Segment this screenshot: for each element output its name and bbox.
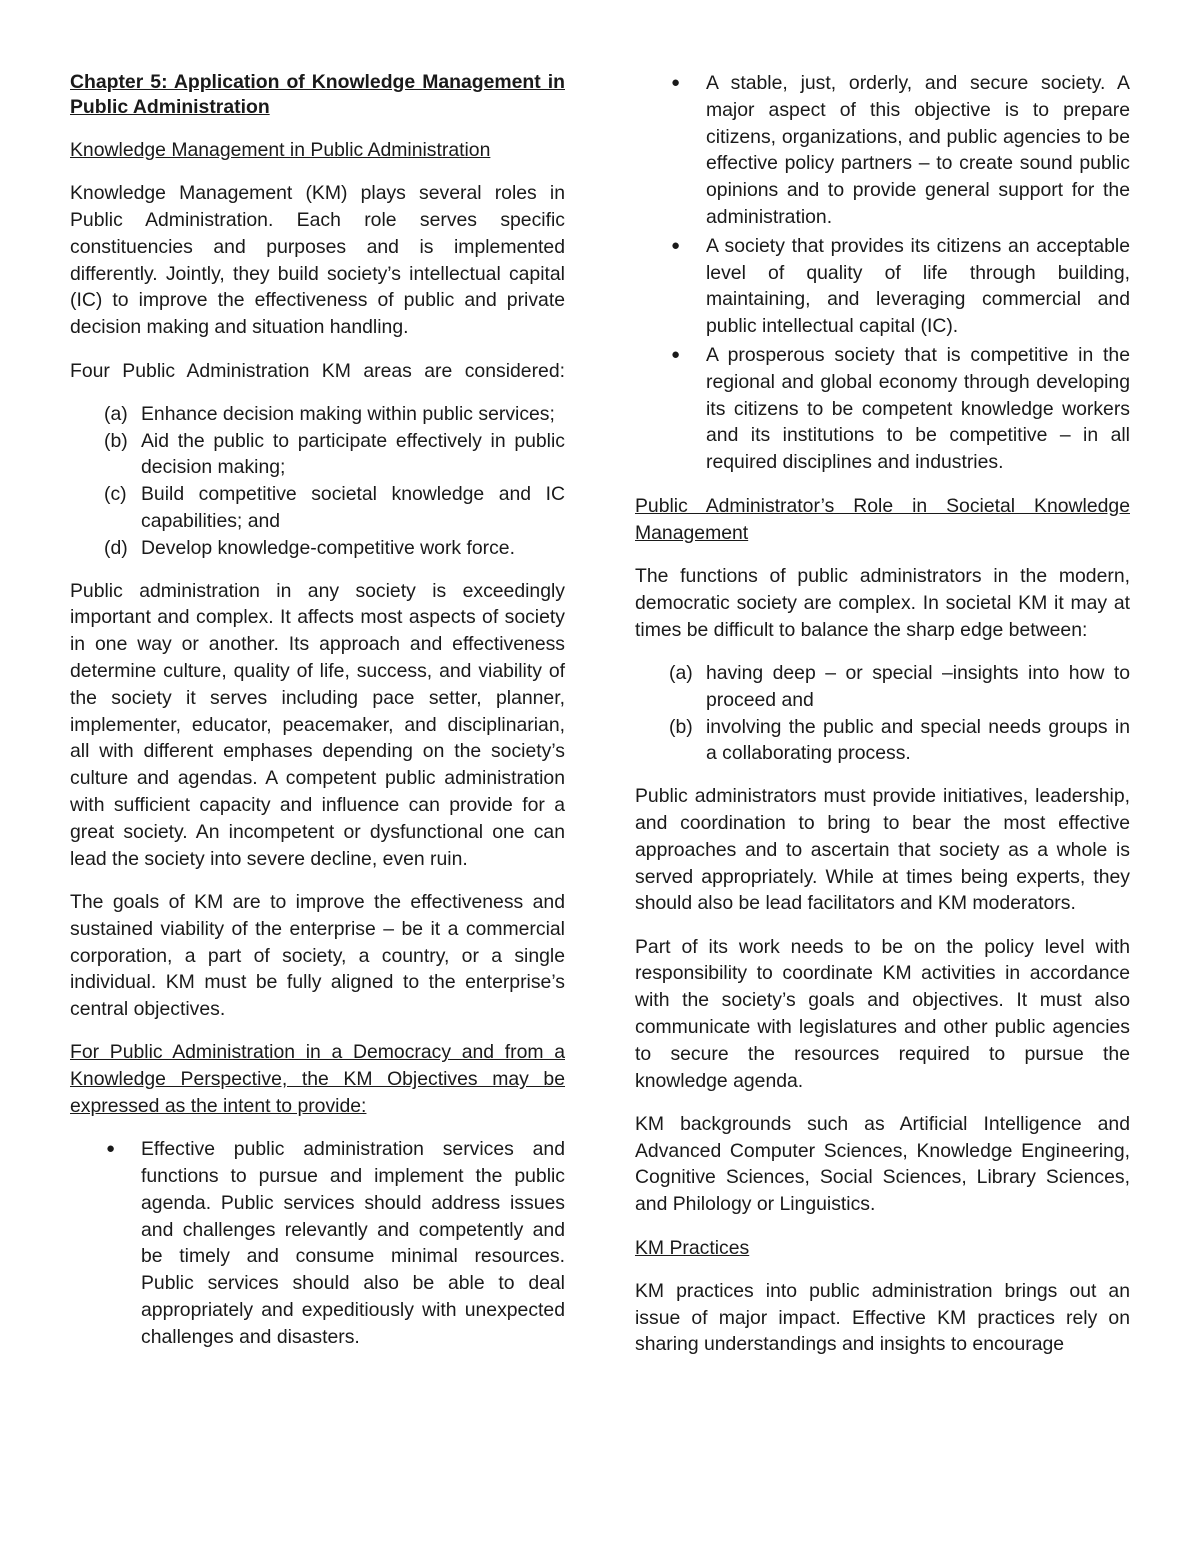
list-marker: (b) — [104, 429, 128, 452]
list-item-text: A prosperous society that is competitive in the regional and global economy through developing its citizens to be competent knowledge workers and its institutions to be competitive – in all required disciplines and industries. — [706, 343, 1130, 474]
km-areas-list — [70, 401, 565, 562]
paragraph-policy-level: Part of its work needs to be on the policy level with responsibility to coordinate KM activities in accordance with the society’s goals and objectives. It must also communicate with legislatures and other public agencies to secure the resources required to pursue the knowledge agenda. — [635, 935, 1130, 1092]
paragraph-public-administration: Public administration in any society is exceedingly important and complex. It affects most aspects of society in one way or another. Its approach and effectiveness determine culture, quality of life, success, and viability of the society it serves including pace setter, planner, implementer, educator, peacemaker, and disciplinarian, all with different emphases depending on the society’s culture and agendas. A competent public administration with sufficient capacity and influence can provide for a great society. An incompetent or dysfunctional one can lead the society into severe decline, even ruin. — [70, 579, 565, 870]
list-item — [104, 428, 565, 482]
paragraph-km-roles: Knowledge Management (KM) plays several roles in Public Administration. Each role serves specific constituencies and purposes and is implemented differently. Jointly, they build society’s intellectual capital (IC) to improve the effectiveness of public and private decision making and situation handling. — [70, 182, 565, 339]
section-heading-km-public-admin: Knowledge Management in Public Administration — [70, 139, 491, 161]
balance-list — [635, 660, 1130, 767]
chapter-title: Chapter 5: Application of Knowledge Management in Public Administration — [70, 71, 565, 118]
objectives-list-right — [635, 70, 1130, 476]
list-item — [106, 1136, 565, 1350]
list-item-text: A society that provides its citizens an acceptable level of quality of life through building, maintaining, and leveraging commercial and public intellectual capital (IC). — [706, 234, 1130, 338]
list-item — [669, 660, 1130, 714]
list-marker: (a) — [669, 661, 693, 684]
list-item — [671, 70, 1130, 231]
objectives-list-left — [70, 1136, 565, 1350]
list-marker: (a) — [104, 402, 128, 425]
list-item — [671, 233, 1130, 340]
bullet-icon: ● — [671, 345, 681, 363]
right-column — [635, 70, 1130, 1375]
paragraph-administrator-initiatives: Public administrators must provide initiatives, leadership, and coordination to bring to bear the most effective approaches and to ascertain that society as a whole is served appropriately. While at times being experts, they should also be lead facilitators and KM moderators. — [635, 785, 1130, 915]
list-marker: (c) — [104, 483, 127, 506]
list-item — [104, 535, 565, 562]
paragraph-administrator-functions: The functions of public administrators in the modern, democratic society are complex. In societal KM it may at times be difficult to balance the sharp edge between: — [635, 565, 1130, 641]
bullet-icon: ● — [106, 1140, 116, 1158]
list-item-text: Enhance decision making within public services; — [141, 402, 555, 425]
list-item-text: involving the public and special needs groups in a collaborating process. — [706, 715, 1130, 765]
list-item-text: A stable, just, orderly, and secure society. A major aspect of this objective is to prepare citizens, organizations, and public agencies to be effective policy partners – to create sound public opinions and to provide general support for the administration. — [706, 72, 1130, 228]
bullet-icon: ● — [671, 236, 681, 254]
paragraph-km-goals: The goals of KM are to improve the effectiveness and sustained viability of the enterprise – be it a commercial corporation, a part of society, a country, or a single individual. KM must be fully aligned to the enterprise’s central objectives. — [70, 890, 565, 1021]
section-heading-km-practices: KM Practices — [635, 1236, 750, 1259]
objectives-heading: For Public Administration in a Democracy and from a Knowledge Perspective, the KM Objectives may be expressed as the intent to provide: — [70, 1041, 565, 1117]
list-item — [104, 401, 565, 428]
left-column — [70, 70, 565, 1367]
list-marker: (b) — [669, 715, 693, 738]
list-item-text: Develop knowledge-competitive work force. — [141, 536, 515, 559]
list-item — [669, 714, 1130, 768]
list-item-text: Aid the public to participate effectively in public decision making; — [141, 429, 565, 479]
list-item-text: having deep – or special –insights into how to proceed and — [706, 661, 1130, 711]
list-item-text: Build competitive societal knowledge and IC capabilities; and — [141, 483, 565, 533]
paragraph-km-backgrounds: KM backgrounds such as Artificial Intelligence and Advanced Computer Sciences, Knowledge Engineering, Cognitive Sciences, Social Sciences, Library Sciences, and Philology or Linguistics. — [635, 1112, 1130, 1216]
paragraph-km-practices: KM practices into public administration brings out an issue of major impact. Effective KM practices rely on sharing understandings and insights to encourage — [635, 1279, 1130, 1356]
bullet-icon: ● — [671, 74, 681, 91]
list-item — [104, 481, 565, 535]
section-heading-administrator-role: Public Administrator’s Role in Societal Knowledge Management — [635, 494, 1130, 544]
list-item — [671, 342, 1130, 476]
list-marker: (d) — [104, 536, 128, 559]
paragraph-four-areas-intro: Four Public Administration KM areas are considered: — [70, 359, 565, 382]
list-item-text: Effective public administration services and functions to pursue and implement the public agenda. Public services should address issues and challenges relevantly and competently and be timely and consume minimal resources. Public services should also be able to deal appropriately and expeditiously with unexpected challenges and disasters. — [141, 1138, 565, 1348]
